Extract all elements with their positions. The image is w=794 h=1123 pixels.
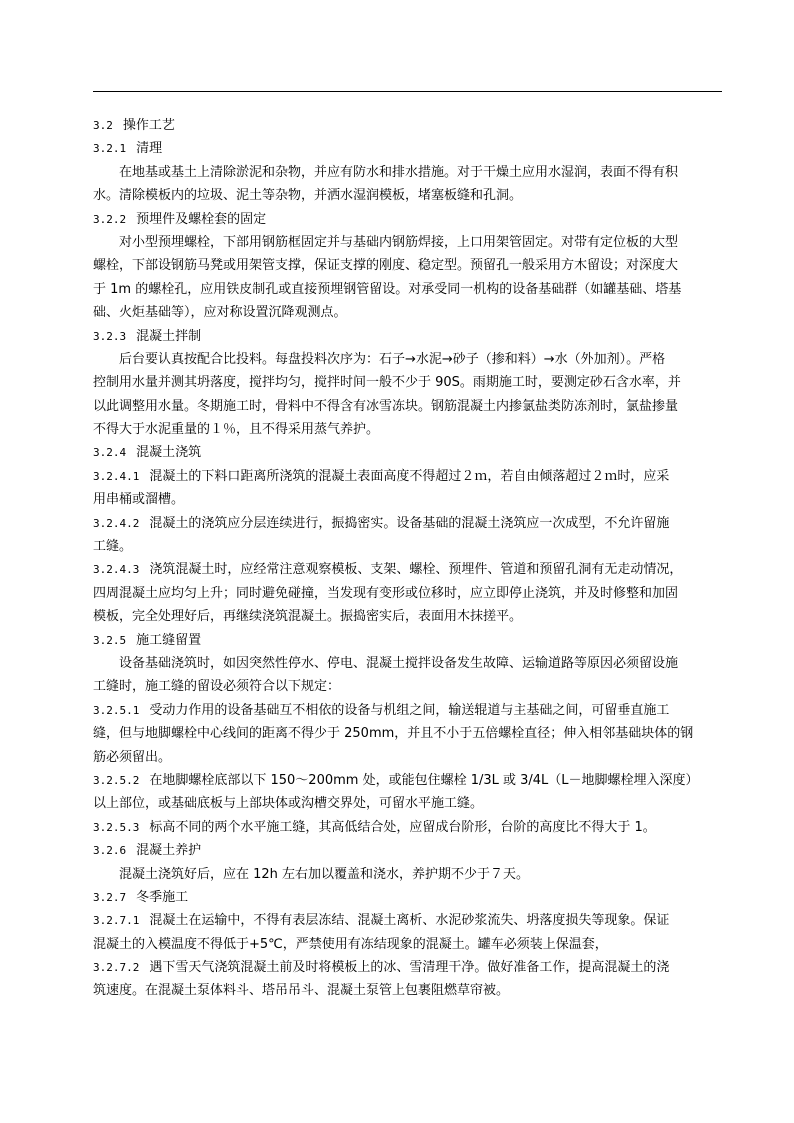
section-number: 3.2 [93, 119, 113, 132]
section-number: 3.2.7 [93, 890, 127, 904]
line-text: 浇筑混凝土时，应经常注意观察模板、支架、螺栓、预埋件、管道和预留孔洞有无走动情况， [149, 562, 683, 578]
line-text: 用串桶或溜槽。 [93, 492, 185, 508]
line-text: 水。清除模板内的垃圾、泥土等杂物，并洒水湿润模板，堵塞板缝和孔洞。 [93, 188, 523, 204]
paragraph-line [93, 348, 722, 371]
line-text: 在地脚螺栓底部以下 150～200mm 处，或能包住螺栓 1/3L 或 3/4L（L－地脚螺栓埋入深度） [149, 772, 699, 788]
line-text: 设备基础浇筑时，如因突然性停水、停电、混凝土搅拌设备发生故障、运输道路等原因必须留设施 [119, 655, 679, 671]
section-heading-line [93, 956, 722, 979]
line-text: 混凝土浇筑好后，应在 12h 左右加以覆盖和浇水，养护期不少于７天。 [119, 866, 530, 882]
line-text: 施工缝留置 [136, 632, 202, 648]
paragraph-line [93, 301, 722, 324]
line-text: 标高不同的两个水平施工缝，其高低结合处，应留成台阶形，台阶的高度比不得大于 1。 [149, 819, 656, 835]
section-number: 3.2.5.2 [93, 773, 140, 787]
paragraph-line [93, 605, 722, 628]
section-heading-line [93, 886, 722, 909]
paragraph-line [93, 488, 722, 511]
section-number: 3.2.1 [93, 142, 127, 156]
line-text: 不得大于水泥重量的１％，且不得采用蒸气养护。 [93, 422, 380, 438]
section-heading-line [93, 909, 722, 932]
line-text: 混凝土的下料口距离所浇筑的混凝土表面高度不得超过２ｍ，若自由倾落超过２ｍ时，应采 [149, 468, 670, 484]
line-text: 混凝土拌制 [136, 328, 202, 344]
section-number: 3.2.6 [93, 844, 127, 858]
line-text: 工缝。 [93, 539, 133, 555]
paragraph-line [93, 652, 722, 675]
line-text: 冬季施工 [136, 889, 189, 905]
line-text: 后台要认真按配合比投料。每盘投料次序为：石子→水泥→砂子（掺和料）→水（外加剂）。严格 [119, 351, 666, 367]
section-heading-line [93, 441, 722, 464]
section-heading-line [93, 816, 722, 839]
section-heading-line [93, 769, 722, 792]
line-text: 混凝土浇筑 [136, 445, 202, 461]
paragraph-line [93, 184, 722, 207]
paragraph-line [93, 722, 722, 745]
section-heading-line [93, 137, 722, 160]
line-text: 控制用水量并测其坍落度，搅拌均匀，搅拌时间一般不少于 90S。雨期施工时，要测定砂石含水率，并 [93, 375, 681, 391]
paragraph-line [93, 278, 722, 301]
section-heading-line [93, 699, 722, 722]
paragraph-line [93, 933, 722, 956]
line-text: 混凝土养护 [136, 843, 202, 859]
line-text: 缝，但与地脚螺栓中心线间的距离不得少于 250mm，并且不小于五倍螺栓直径；伸入相邻基础块体的钢 [93, 726, 694, 742]
paragraph-line [93, 418, 722, 441]
section-heading-line [93, 512, 722, 535]
line-text: 以上部位，或基础底板与上部块体或沟槽交界处，可留水平施工缝。 [93, 796, 484, 812]
line-text: 混凝土的浇筑应分层连续进行，振捣密实。设备基础的混凝土浇筑应一次成型，不允许留施 [149, 515, 670, 531]
section-heading-line [93, 629, 722, 652]
paragraph-line [93, 371, 722, 394]
section-heading-line [93, 558, 722, 581]
section-number: 3.2.5 [93, 633, 127, 647]
line-text: 础、火炬基础等），应对称设置沉降观测点。 [93, 305, 347, 321]
section-number: 3.2.7.2 [93, 961, 140, 975]
section-heading-line [93, 208, 722, 231]
section-number: 3.2.4.3 [93, 563, 140, 577]
line-text: 遇下雪天气浇筑混凝土前及时将模板上的冰、雪清理干净。做好准备工作，提高混凝土的浇 [149, 960, 670, 976]
section-heading-line [93, 465, 722, 488]
section-number: 3.2.4.1 [93, 469, 140, 483]
document-body [93, 114, 722, 1003]
section-number: 3.2.2 [93, 212, 127, 226]
paragraph-line [93, 582, 722, 605]
section-number: 3.2.7.1 [93, 914, 140, 928]
section-number: 3.2.3 [93, 329, 127, 343]
line-text: 在地基或基土上清除淤泥和杂物，并应有防水和排水措施。对于干燥土应用水湿润，表面不得有积 [119, 164, 679, 180]
section-number: 3.2.4.2 [93, 516, 140, 530]
line-text: 螺栓，下部设钢筋马凳或用架管支撑，保证支撑的刚度、稳定型。预留孔一般采用方木留设；对深度大 [93, 258, 679, 274]
line-text: 以此调整用水量。冬期施工时，骨料中不得含有冰雪冻块。钢筋混凝土内掺氯盐类防冻剂时，氯盐掺量 [93, 398, 679, 414]
line-text: 筋必须留出。 [93, 749, 172, 765]
line-text: 于 1m 的螺栓孔，应用铁皮制孔或直接预埋钢管留设。对承受同一机构的设备基础群（如罐基础、塔基 [93, 281, 682, 297]
paragraph-line [93, 675, 722, 698]
line-text: 清理 [136, 141, 163, 157]
line-text: 混凝土的入模温度不得低于+5℃，严禁使用有冻结现象的混凝土。罐车必须装上保温套， [93, 936, 608, 952]
paragraph-line [93, 231, 722, 254]
line-text: 受动力作用的设备基础互不相依的设备与机组之间，输送辊道与主基础之间，可留垂直施工 [149, 702, 670, 718]
section-number: 3.2.5.3 [93, 820, 140, 834]
section-heading-line [93, 325, 722, 348]
section-heading-line [93, 114, 722, 137]
line-text: 混凝土在运输中，不得有表层冻结、混凝土离析、水泥砂浆流失、坍落度损失等现象。保证 [149, 913, 670, 929]
paragraph-line [93, 254, 722, 277]
paragraph-line [93, 792, 722, 815]
line-text: 四周混凝土应均匀上升；同时避免碰撞，当发现有变形或位移时，应立即停止浇筑，并及时修整和加固 [93, 585, 679, 601]
section-number: 3.2.4 [93, 446, 127, 460]
paragraph-line [93, 979, 722, 1002]
paragraph-line [93, 395, 722, 418]
line-text: 操作工艺 [122, 118, 175, 133]
section-number: 3.2.5.1 [93, 703, 140, 717]
paragraph-line [93, 535, 722, 558]
paragraph-line [93, 863, 722, 886]
paragraph-line [93, 746, 722, 769]
header-rule [93, 91, 722, 92]
line-text: 工缝时，施工缝的留设必须符合以下规定： [93, 679, 341, 695]
line-text: 筑速度。在混凝土泵体料斗、塔吊吊斗、混凝土泵管上包裹阻燃草帘被。 [93, 983, 510, 999]
paragraph-line [93, 161, 722, 184]
line-text: 模板，完全处理好后，再继续浇筑混凝土。振捣密实后，表面用木抹搓平。 [93, 609, 523, 625]
line-text: 对小型预埋螺栓，下部用钢筋框固定并与基础内钢筋焊接，上口用架管固定。对带有定位板的大型 [119, 234, 679, 250]
line-text: 预埋件及螺栓套的固定 [136, 211, 267, 227]
section-heading-line [93, 839, 722, 862]
